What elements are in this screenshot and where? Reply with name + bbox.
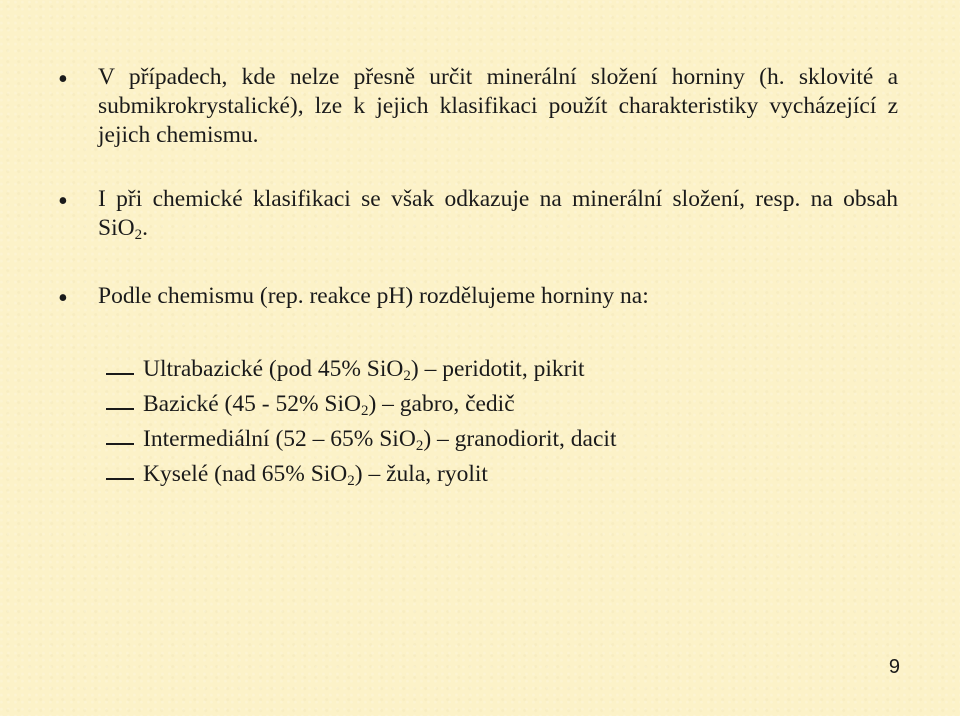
bullet-dot: • xyxy=(58,283,68,314)
dash-marker xyxy=(106,478,134,480)
bullet-text-3: Podle chemismu (rep. reakce pH) rozdělujeme horniny na: xyxy=(98,283,649,309)
bullet-text-1: V případech, kde nelze přesně určit minerální složení horniny (h. sklovité a submikrokrystalické), lze k jejich klasifikaci použít charakteristiky vycházející z jejich chemismu. xyxy=(98,64,898,148)
rock-examples: ) – gabro, čedič xyxy=(368,391,515,417)
rock-examples: ) – granodiorit, dacit xyxy=(423,426,617,452)
bullet-text-2-main: I při chemické klasifikaci se však odkazuje na minerální složení, resp. na obsah SiO xyxy=(98,186,898,241)
rock-class-ultrabasic xyxy=(143,355,585,384)
bullet-dot: • xyxy=(58,186,68,217)
subscript-2: 2 xyxy=(403,368,411,384)
rock-examples: ) – peridotit, pikrit xyxy=(410,356,585,382)
subscript-2: 2 xyxy=(360,403,369,419)
dash-marker xyxy=(106,408,134,410)
subscript-2: 2 xyxy=(415,438,424,454)
bullet-text-2 xyxy=(98,185,898,243)
rock-class-label: Kyselé (nad 65% SiO xyxy=(143,461,348,487)
bullet-text-2-end: . xyxy=(142,215,148,241)
dash-marker xyxy=(106,443,134,445)
rock-class-basic xyxy=(143,390,515,419)
subscript-2: 2 xyxy=(347,473,355,489)
rock-class-label: Ultrabazické (pod 45% SiO xyxy=(143,356,404,382)
rock-class-label: Intermediální (52 – 65% SiO xyxy=(143,426,416,452)
subscript-2: 2 xyxy=(134,227,143,243)
rock-examples: ) – žula, ryolit xyxy=(354,461,488,487)
rock-class-intermediate xyxy=(143,425,616,454)
dash-marker xyxy=(106,373,134,375)
page-number: 9 xyxy=(888,656,900,678)
rock-class-label: Bazické (45 - 52% SiO xyxy=(143,391,361,417)
rock-class-acidic xyxy=(143,460,488,489)
bullet-dot: • xyxy=(58,64,68,95)
